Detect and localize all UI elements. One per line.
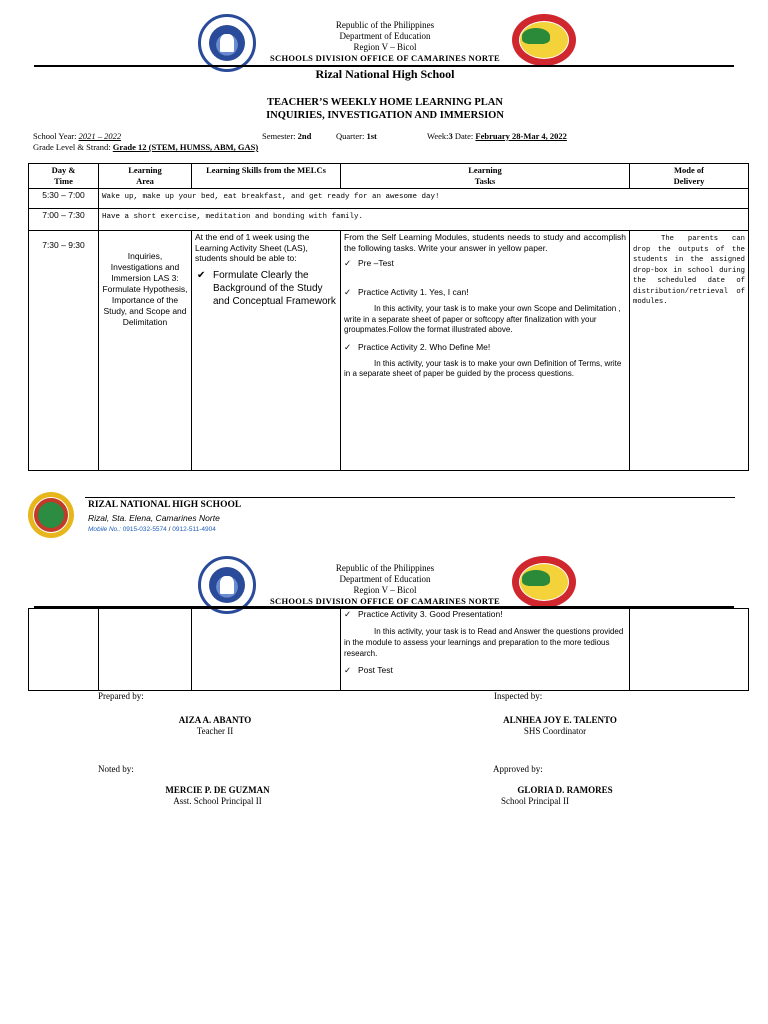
checkmark-icon: ✓ bbox=[344, 609, 352, 619]
col-header-tasks: Learning Tasks bbox=[341, 164, 630, 189]
grade-field bbox=[33, 142, 258, 152]
mobile-label: Mobile No.: bbox=[88, 526, 121, 533]
skills-intro: At the end of 1 week using the Learning Activity Sheet (LAS), students should be able to: bbox=[195, 232, 310, 263]
school-year-label: School Year: bbox=[33, 131, 77, 141]
activity1-label: Practice Activity 1. Yes, I can! bbox=[358, 287, 469, 297]
plan-title bbox=[170, 96, 600, 122]
semester-label: Semester: bbox=[262, 131, 296, 141]
col-header-delivery: Mode of Delivery bbox=[630, 164, 749, 189]
activity2-item bbox=[344, 342, 626, 353]
republic-text: Republic of the Philippines bbox=[335, 563, 435, 573]
date-label: Date: bbox=[454, 131, 474, 141]
school-name: Rizal National High School bbox=[315, 67, 455, 81]
semester-field bbox=[262, 131, 311, 141]
table-row bbox=[29, 231, 749, 471]
noted-name: MERCIE P. DE GUZMAN bbox=[165, 785, 270, 795]
title-line-1: TEACHER’S WEEKLY HOME LEARNING PLAN bbox=[267, 97, 503, 108]
row1-text: Wake up, make up your bed, eat breakfast, and get ready for an awesome day! bbox=[99, 189, 749, 209]
activity2-label: Practice Activity 2. Who Define Me! bbox=[358, 341, 491, 352]
republic-text: Republic of the Philippines bbox=[335, 20, 435, 30]
region-text: Region V – Bicol bbox=[353, 585, 417, 595]
activity1-text: In this activity, your task is to make your own Scope and Delimitation , write in a separate sheet of paper or softcopy after finalization with your groupmates.Follow the format illustrated above. bbox=[344, 304, 621, 334]
table-header-row bbox=[29, 164, 749, 189]
row3-area: Inquiries, Investigations and Immersion LAS 3: Formulate Hypothesis, Importance of the Study, and Scope and Delimitation bbox=[99, 231, 192, 471]
division-text: SCHOOLS DIVISION OFFICE OF CAMARINES NORTE bbox=[270, 53, 500, 63]
activity1-item bbox=[344, 287, 626, 298]
mobile-number-2: 0912-511-4904 bbox=[172, 526, 216, 533]
mobile-separator: / bbox=[166, 526, 173, 533]
info-row bbox=[33, 131, 733, 141]
pre-test-item bbox=[344, 258, 626, 269]
skills-item-text: Formulate Clearly the Background of the Study and Conceptual Framework bbox=[213, 269, 336, 307]
grade-label: Grade Level & Strand: bbox=[33, 142, 111, 152]
activity3-label: Practice Activity 3. Good Presentation! bbox=[358, 609, 503, 619]
row3-tasks bbox=[341, 231, 630, 471]
semester-value: 2nd bbox=[297, 131, 312, 141]
pre-test-label: Pre –Test bbox=[358, 258, 394, 268]
learning-plan-table-continued bbox=[28, 608, 749, 691]
table-row bbox=[29, 609, 749, 691]
quarter-label: Quarter: bbox=[336, 131, 365, 141]
row1-time: 5:30 – 7:00 bbox=[29, 189, 99, 209]
activity3-text: In this activity, your task is to Read and Answer the questions provided in the module to assess your learnings and preparation to the more tedious research. bbox=[344, 627, 624, 658]
activity2-text: In this activity, your task is to make your own Definition of Terms, write in a separate sheet of paper be guided by the process questions. bbox=[344, 358, 622, 378]
footer-divider bbox=[85, 497, 735, 498]
checkmark-icon: ✓ bbox=[344, 665, 352, 675]
title-line-2: INQUIRIES, INVESTIGATION AND IMMERSION bbox=[266, 110, 504, 121]
learning-plan-table bbox=[28, 163, 749, 471]
grade-value: Grade 12 (STEM, HUMSS, ABM, GAS) bbox=[112, 142, 259, 152]
post-test-item bbox=[344, 665, 626, 676]
rnhs-school-logo bbox=[28, 492, 74, 538]
school-year-value: 2021 – 2022 bbox=[78, 131, 122, 141]
checkmark-icon: ✓ bbox=[344, 258, 352, 268]
region-text: Region V – Bicol bbox=[353, 42, 417, 52]
inspected-name: ALNHEA JOY E. TALENTO bbox=[503, 715, 617, 725]
row4-delivery bbox=[630, 609, 749, 691]
week-value: 3 bbox=[448, 131, 453, 141]
checkmark-icon: ✔ bbox=[197, 269, 206, 281]
approved-label: Approved by: bbox=[493, 764, 543, 774]
department-text: Department of Education bbox=[339, 31, 431, 41]
quarter-value: 1st bbox=[366, 131, 377, 141]
row3-delivery: The parents can drop the outputs of the students in the assigned drop-box in school during the scheduled date of distribution/retrieval of modules. bbox=[630, 231, 749, 471]
inspected-label: Inspected by: bbox=[494, 691, 543, 701]
week-date-field bbox=[427, 131, 567, 141]
table-row bbox=[29, 189, 749, 209]
division-text: SCHOOLS DIVISION OFFICE OF CAMARINES NORTE bbox=[270, 596, 500, 606]
row2-time: 7:00 – 7:30 bbox=[29, 209, 99, 231]
header-block-page2 bbox=[230, 563, 540, 607]
mobile-number-1: 0915-032-5574 bbox=[122, 526, 167, 533]
footer-mobile bbox=[88, 526, 216, 533]
post-test-label: Post Test bbox=[358, 665, 393, 675]
row4-tasks bbox=[341, 609, 630, 691]
row4-area bbox=[99, 609, 192, 691]
row3-time: 7:30 – 9:30 bbox=[29, 231, 99, 471]
row3-skills bbox=[192, 231, 341, 471]
noted-label: Noted by: bbox=[98, 764, 134, 774]
date-value: February 28-Mar 4, 2022 bbox=[475, 131, 567, 141]
week-label: Week: bbox=[427, 131, 449, 141]
checkmark-icon: ✓ bbox=[344, 341, 352, 352]
footer-address: Rizal, Sta. Elena, Camarines Norte bbox=[88, 513, 220, 523]
table-row bbox=[29, 209, 749, 231]
prepared-name: AIZA A. ABANTO bbox=[178, 715, 252, 725]
quarter-field bbox=[336, 131, 377, 141]
noted-role: Asst. School Principal II bbox=[173, 796, 262, 806]
prepared-role: Teacher II bbox=[196, 726, 234, 736]
row4-skills bbox=[192, 609, 341, 691]
footer-school: RIZAL NATIONAL HIGH SCHOOL bbox=[88, 500, 242, 510]
checkmark-icon: ✓ bbox=[344, 287, 352, 297]
header-block bbox=[230, 20, 540, 64]
approved-name: GLORIA D. RAMORES bbox=[517, 785, 613, 795]
col-header-area: Learning Area bbox=[99, 164, 192, 189]
skills-item bbox=[195, 269, 337, 308]
row4-time bbox=[29, 609, 99, 691]
approved-role: School Principal II bbox=[501, 796, 569, 806]
row2-text: Have a short exercise, meditation and bonding with family. bbox=[99, 209, 749, 231]
department-text: Department of Education bbox=[339, 574, 431, 584]
col-header-skills: Learning Skills from the MELCs bbox=[192, 164, 341, 189]
col-header-day-time: Day & Time bbox=[29, 164, 99, 189]
tasks-intro: From the Self Learning Modules, students needs to study and accomplish the following tasks. Write your answer in yellow paper. bbox=[344, 232, 626, 253]
activity3-item bbox=[344, 609, 626, 620]
prepared-label: Prepared by: bbox=[98, 691, 144, 701]
inspected-role: SHS Coordinator bbox=[523, 726, 587, 736]
